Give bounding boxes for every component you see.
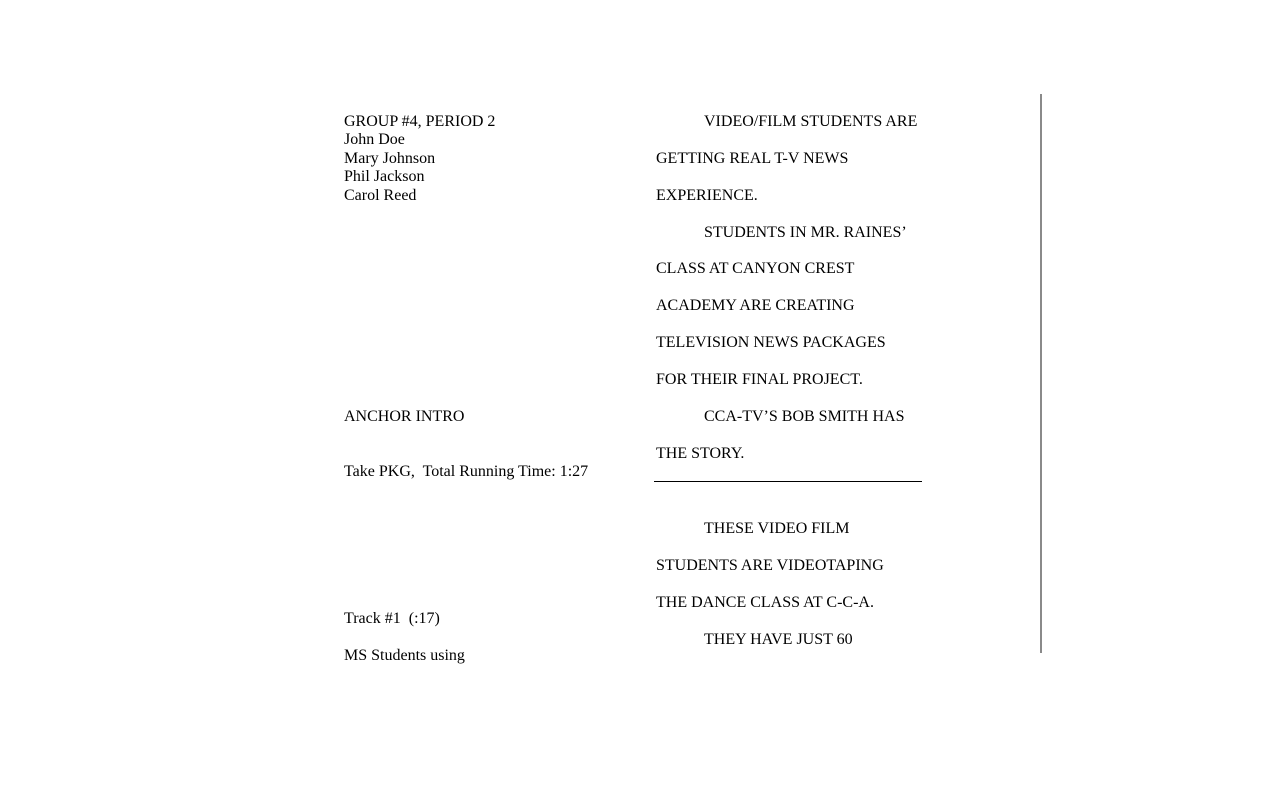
student-name: Carol Reed <box>344 187 417 204</box>
script-line: STUDENTS IN MR. RAINES’ <box>704 224 907 241</box>
script-line: CLASS AT CANYON CREST <box>656 260 855 277</box>
shot-description-cue: MS Students using <box>344 647 465 664</box>
script-line: EXPERIENCE. <box>656 187 758 204</box>
script-line: THEY HAVE JUST 60 <box>704 631 853 648</box>
student-name: John Doe <box>344 131 405 148</box>
take-pkg-cue: Take PKG, Total Running Time: 1:27 <box>344 463 589 480</box>
script-line: THESE VIDEO FILM <box>704 520 850 537</box>
script-line: ACADEMY ARE CREATING <box>656 297 855 314</box>
script-line: FOR THEIR FINAL PROJECT. <box>656 371 863 388</box>
anchor-intro-cue: ANCHOR INTRO <box>344 408 465 425</box>
script-line: TELEVISION NEWS PACKAGES <box>656 334 886 351</box>
group-period-line: GROUP #4, PERIOD 2 <box>344 113 496 130</box>
script-line: CCA-TV’S BOB SMITH HAS <box>704 408 905 425</box>
section-divider <box>654 481 922 482</box>
script-line: GETTING REAL T-V NEWS <box>656 150 849 167</box>
script-line: STUDENTS ARE VIDEOTAPING <box>656 557 884 574</box>
script-line: THE DANCE CLASS AT C-C-A. <box>656 594 874 611</box>
page-edge-line <box>1040 94 1042 653</box>
script-line: THE STORY. <box>656 445 745 462</box>
script-line: VIDEO/FILM STUDENTS ARE <box>704 113 918 130</box>
student-name: Mary Johnson <box>344 150 436 167</box>
student-name: Phil Jackson <box>344 168 425 185</box>
track-cue: Track #1 (:17) <box>344 610 440 627</box>
